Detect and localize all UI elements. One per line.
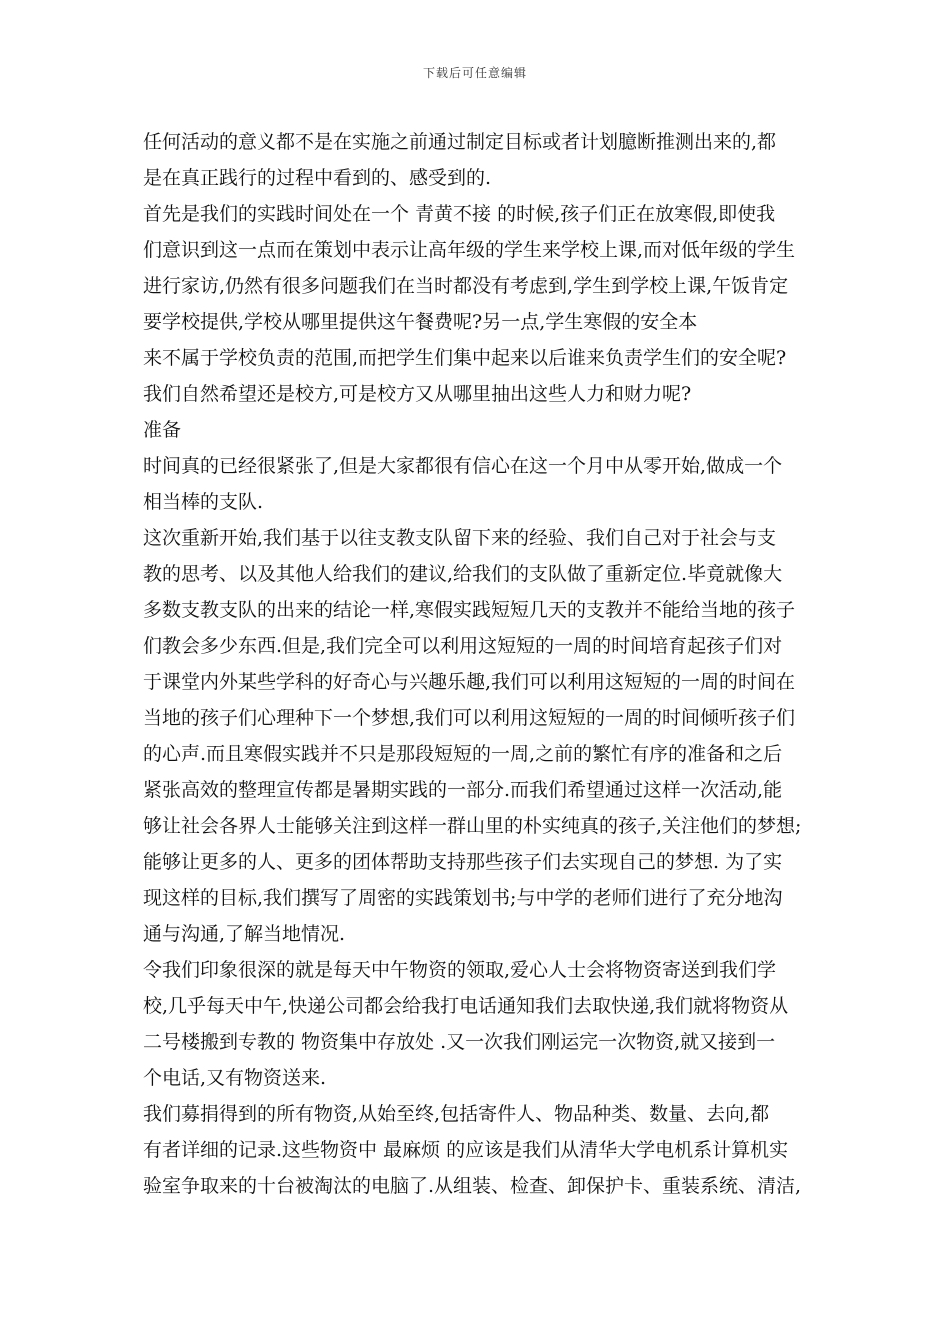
text-line: 任何活动的意义都不是在实施之前通过制定目标或者计划臆断推测出来的,都 — [143, 131, 777, 153]
text-line: 个电话,又有物资送来. — [143, 1067, 327, 1089]
text-line: 于课堂内外某些学科的好奇心与兴趣乐趣,我们可以利用这短短的一周的时间在 — [143, 671, 796, 693]
text-line: 有者详细的记录.这些物资中 最麻烦 的应该是我们从清华大学电机系计算机实 — [143, 1139, 789, 1161]
text-line: 现这样的目标,我们撰写了周密的实践策划书;与中学的老师们进行了充分地沟 — [143, 887, 783, 909]
text-line: 进行家访,仍然有很多问题我们在当时都没有考虑到,学生到学校上课,午饭肯定 — [143, 275, 789, 297]
text-line: 时间真的已经很紧张了,但是大家都很有信心在这一个月中从零开始,做成一个 — [143, 455, 783, 477]
text-line: 相当棒的支队. — [143, 491, 264, 513]
page-header: 下载后可任意编辑 — [422, 66, 527, 80]
text-line: 这次重新开始,我们基于以往支教支队留下来的经验、我们自己对于社会与支 — [143, 527, 777, 549]
text-line: 能够让更多的人、更多的团体帮助支持那些孩子们去实现自己的梦想. 为了实 — [143, 851, 783, 873]
text-line: 的心声.而且寒假实践并不只是那段短短的一周,之前的繁忙有序的准备和之后 — [143, 743, 783, 765]
text-line: 紧张高效的整理宣传都是暑期实践的一部分.而我们希望通过这样一次活动,能 — [143, 779, 783, 801]
text-line: 验室争取来的十台被淘汰的电脑了.从组装、检查、卸保护卡、重装系统、清洁, — [143, 1175, 802, 1197]
text-line: 我们募捐得到的所有物资,从始至终,包括寄件人、物品种类、数量、去向,都 — [143, 1103, 770, 1125]
section-heading: 准备 — [143, 419, 182, 441]
text-line: 来不属于学校负责的范围,而把学生们集中起来以后谁来负责学生们的安全呢? — [143, 347, 787, 369]
text-line: 令我们印象很深的就是每天中午物资的领取,爱心人士会将物资寄送到我们学 — [143, 959, 777, 981]
text-line: 是在真正践行的过程中看到的、感受到的. — [143, 167, 492, 189]
text-line: 们意识到这一点而在策划中表示让高年级的学生来学校上课,而对低年级的学生 — [143, 239, 796, 261]
document-body — [143, 124, 818, 1204]
text-line: 通与沟通,了解当地情况. — [143, 923, 346, 945]
text-line: 够让社会各界人士能够关注到这样一群山里的朴实纯真的孩子,关注他们的梦想; — [143, 815, 802, 837]
text-line: 我们自然希望还是校方,可是校方又从哪里抽出这些人力和财力呢? — [143, 383, 692, 405]
text-line: 二号楼搬到专教的 物资集中存放处 .又一次我们刚运完一次物资,就又接到一 — [143, 1031, 776, 1053]
text-line: 当地的孩子们心理种下一个梦想,我们可以利用这短短的一周的时间倾听孩子们 — [143, 707, 796, 729]
text-line: 教的思考、以及其他人给我们的建议,给我们的支队做了重新定位.毕竟就像大 — [143, 563, 783, 585]
text-line: 们教会多少东西.但是,我们完全可以利用这短短的一周的时间培育起孩子们对 — [143, 635, 783, 657]
text-line: 首先是我们的实践时间处在一个 青黄不接 的时候,孩子们正在放寒假,即使我 — [143, 203, 776, 225]
text-line: 多数支教支队的出来的结论一样,寒假实践短短几天的支教并不能给当地的孩子 — [143, 599, 796, 621]
text-line: 校,几乎每天中午,快递公司都会给我打电话通知我们去取快递,我们就将物资从 — [143, 995, 789, 1017]
text-line: 要学校提供,学校从哪里提供这午餐费呢?另一点,学生寒假的安全本 — [143, 311, 698, 333]
